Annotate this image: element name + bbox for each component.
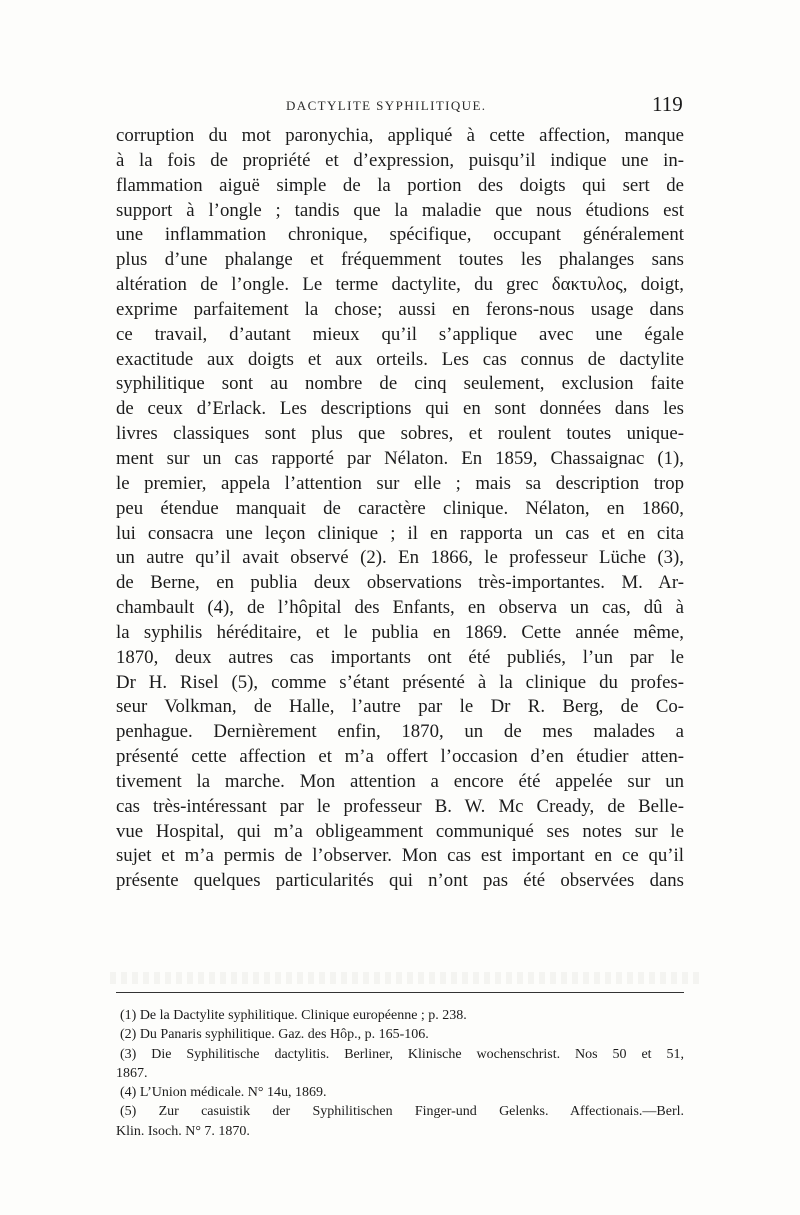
body-line: lui consacra une leçon clinique ; il en rapporta un cas et en cita	[116, 522, 684, 544]
body-line: présente quelques particularités qui n’ont pas été observées dans	[116, 870, 684, 892]
body-line: présenté cette affection et m’a offert l’occasion d’en étudier atten-	[116, 746, 684, 768]
body-line: le premier, appela l’attention sur elle ; mais sa description trop	[116, 472, 684, 494]
footnote-3: (3) Die Syphilitische dactylitis. Berliner, Klinische wochenschrist. Nos 50 et 51,	[120, 1046, 684, 1062]
body-line: exprime parfaitement la chose; aussi en ferons-nous usage dans	[116, 298, 684, 320]
body-line: altération de l’ongle. Le terme dactylite, du grec δακτυλος, doigt,	[116, 274, 684, 296]
running-title: DACTYLITE SYPHILITIQUE.	[286, 98, 487, 113]
footnote-5: (5) Zur casuistik der Syphilitischen Finger-und Gelenks. Affectionais.—Berl.	[120, 1104, 684, 1120]
footnote-1: (1) De la Dactylite syphilitique. Clinique européenne ; p. 238.	[120, 1008, 467, 1023]
body-line: flammation aiguë simple de la portion des doigts qui sert de	[116, 174, 684, 196]
body-line: vue Hospital, qui m’a obligeamment communiqué ses notes sur le	[116, 820, 684, 842]
body-line: 1870, deux autres cas importants ont été publiés, l’un par le	[116, 646, 684, 668]
footnote-rule	[116, 992, 684, 993]
page-number: 119	[652, 92, 683, 116]
footnote-5-continued: Klin. Isoch. N° 7. 1870.	[116, 1123, 250, 1139]
body-line: exactitude aux doigts et aux orteils. Les cas connus de dactylite	[116, 348, 684, 370]
body-line: livres classiques sont plus que sobres, et roulent toutes unique-	[116, 423, 684, 445]
body-line: corruption du mot paronychia, appliqué à cette affection, manque	[116, 125, 684, 146]
body-line: de ceux d’Erlack. Les descriptions qui en sont données dans les	[116, 398, 684, 420]
body-line: un autre qu’il avait observé (2). En 1866, le professeur Lüche (3),	[116, 547, 684, 569]
body-text	[116, 124, 684, 894]
body-line: Dr H. Risel (5), comme s’étant présenté à la clinique du profes-	[116, 671, 684, 693]
body-line: peu étendue manquait de caractère clinique. Nélaton, en 1860,	[116, 497, 684, 519]
body-line: seur Volkman, de Halle, l’autre par le Dr R. Berg, de Co-	[116, 696, 684, 718]
body-line: plus d’une phalange et fréquemment toutes les phalanges sans	[116, 249, 684, 271]
body-line: la syphilis héréditaire, et le publia en 1869. Cette année même,	[116, 621, 684, 643]
footnotes	[116, 1006, 684, 1141]
body-line: une inflammation chronique, spécifique, occupant généralement	[116, 224, 684, 246]
body-line: sujet et m’a permis de l’observer. Mon cas est important en ce qu’il	[116, 845, 684, 867]
body-line: penhague. Dernièrement enfin, 1870, un de mes malades a	[116, 721, 684, 743]
body-line: chambault (4), de l’hôpital des Enfants, en observa un cas, dû à	[116, 597, 684, 619]
body-line: ce travail, d’autant mieux qu’il s’applique avec une égale	[116, 323, 684, 345]
body-line: syphilitique sont au nombre de cinq seulement, exclusion faite	[116, 373, 684, 395]
body-line: de Berne, en publia deux observations très-importantes. M. Ar-	[116, 572, 684, 594]
bleed-through-smudge	[110, 972, 700, 984]
footnote-3-continued: 1867.	[116, 1065, 148, 1081]
footnote-4: (4) L’Union médicale. N° 14u, 1869.	[120, 1085, 327, 1101]
body-line: ment sur un cas rapporté par Nélaton. En 1859, Chassaignac (1),	[116, 447, 684, 469]
body-line: tivement la marche. Mon attention a encore été appelée sur un	[116, 770, 684, 792]
footnote-2: (2) Du Panaris syphilitique. Gaz. des Hôp., p. 165-106.	[120, 1027, 429, 1043]
body-line: cas très-intéressant par le professeur B. W. Mc Cready, de Belle-	[116, 795, 684, 817]
body-line: support à l’ongle ; tandis que la maladie que nous étudions est	[116, 199, 684, 221]
body-line: à la fois de propriété et d’expression, puisqu’il indique une in-	[116, 149, 684, 171]
